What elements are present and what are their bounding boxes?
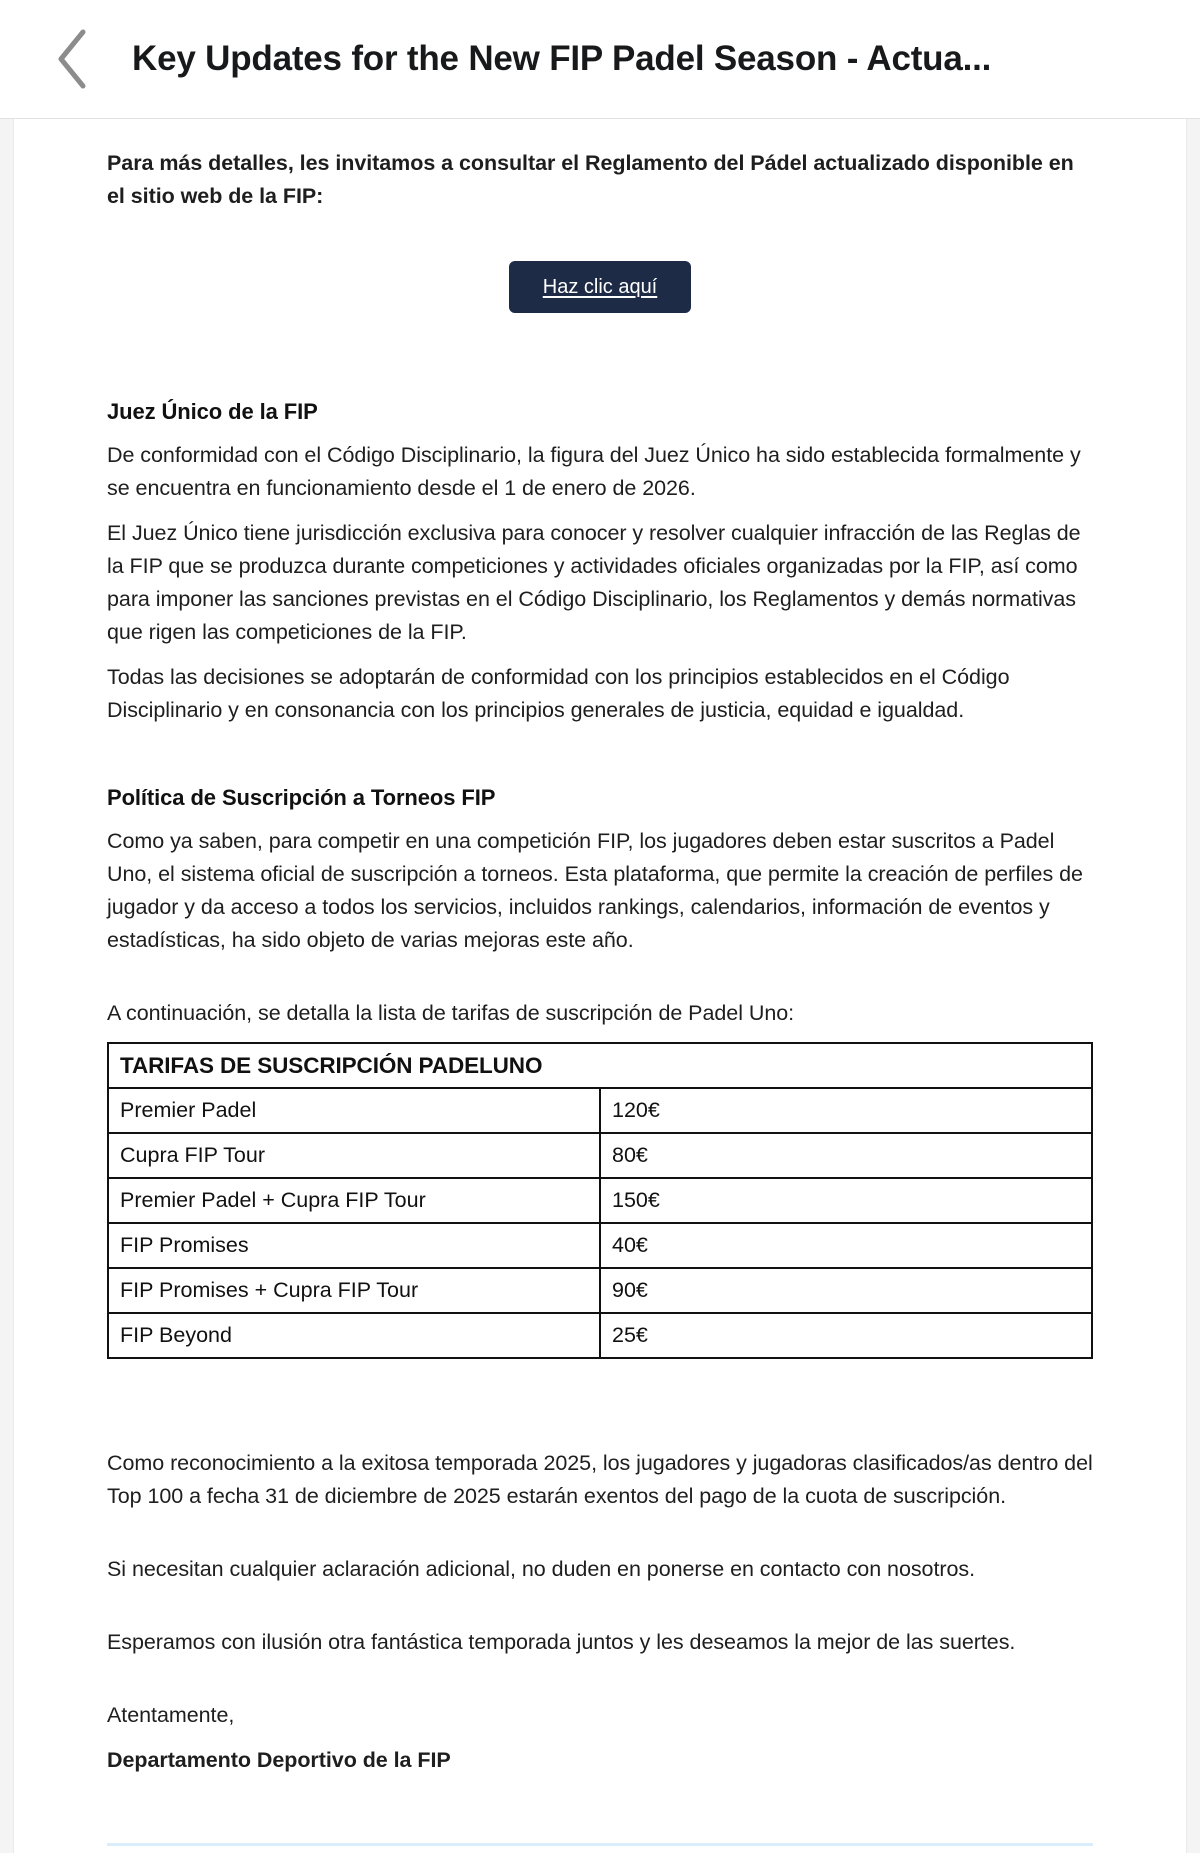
table-row (108, 1178, 1092, 1223)
table-cell-plan: Premier Padel (108, 1088, 600, 1133)
table-cell-price: 150€ (600, 1178, 1092, 1223)
message-sheet (14, 119, 1186, 1853)
subscription-fees-table (107, 1042, 1093, 1359)
section-heading-juez-unico: Juez Único de la FIP (107, 399, 318, 424)
paragraph-juez-unico-2: El Juez Único tiene jurisdicción exclusiva para conocer y resolver cualquier infracción de las Reglas de la FIP que se produzca durante competiciones y actividades oficiales organizadas por la FIP, así como para imponer las sanciones previstas en el Código Disciplinario, los Reglamentos y demás normativas que rigen las competiciones de la FIP. (107, 521, 1081, 644)
table-cell-plan: Cupra FIP Tour (108, 1133, 600, 1178)
table-row (108, 1223, 1092, 1268)
closing-paragraph-1: Como reconocimiento a la exitosa temporada 2025, los jugadores y jugadoras clasificados/as dentro del Top 100 a fecha 31 de diciembre de 2025 estarán exentos del pago de la cuota de suscripción. (107, 1451, 1093, 1508)
table-cell-plan: FIP Promises + Cupra FIP Tour (108, 1268, 600, 1313)
app-header (0, 0, 1200, 119)
vertical-scrollbar[interactable] (1191, 119, 1198, 1853)
page-title: Key Updates for the New FIP Padel Season - Actua... (132, 39, 992, 78)
signature-text: Departamento Deportivo de la FIP (107, 1748, 451, 1772)
message-scroll-area[interactable] (0, 119, 1200, 1853)
haz-clic-aqui-button[interactable] (509, 261, 692, 313)
table-title-cell: TARIFAS DE SUSCRIPCIÓN PADELUNO (108, 1043, 1092, 1088)
table-cell-plan: FIP Beyond (108, 1313, 600, 1358)
table-intro-text: A continuación, se detalla la lista de tarifas de suscripción de Padel Uno: (107, 1001, 795, 1025)
table-head (108, 1043, 1092, 1088)
closing-paragraph-2: Si necesitan cualquier aclaración adicional, no duden en ponerse en contacto con nosotros. (107, 1557, 976, 1581)
closing-paragraph-3: Esperamos con ilusión otra fantástica temporada juntos y les deseamos la mejor de las suertes. (107, 1630, 1016, 1654)
table-body (108, 1088, 1092, 1358)
table-row (108, 1313, 1092, 1358)
table-cell-plan: Premier Padel + Cupra FIP Tour (108, 1178, 600, 1223)
sign-off-text: Atentamente, (107, 1703, 235, 1727)
section-heading-politica-suscripcion: Política de Suscripción a Torneos FIP (107, 785, 496, 810)
table-row (108, 1268, 1092, 1313)
paragraph-juez-unico-1: De conformidad con el Código Disciplinario, la figura del Juez Único ha sido establecida formalmente y se encuentra en funcionamiento desde el 1 de enero de 2026. (107, 443, 1081, 500)
table-cell-plan: FIP Promises (108, 1223, 600, 1268)
chevron-left-icon (53, 28, 93, 90)
intro-paragraph: Para más detalles, les invitamos a consultar el Reglamento del Pádel actualizado disponible en el sitio web de la FIP: (107, 151, 1074, 208)
paragraph-juez-unico-3: Todas las decisiones se adoptarán de conformidad con los principios establecidos en el Código Disciplinario y en consonancia con los principios generales de justicia, equidad e igualdad. (107, 665, 1010, 722)
table-cell-price: 120€ (600, 1088, 1092, 1133)
back-button[interactable] (42, 24, 104, 94)
message-body (14, 119, 1186, 1777)
paragraph-politica-1: Como ya saben, para competir en una competición FIP, los jugadores deben estar suscritos a Padel Uno, el sistema oficial de suscripción a torneos. Esta plataforma, que permite la creación de perfiles de jugador y da acceso a todos los servicios, incluidos rankings, calendarios, información de eventos y estadísticas, ha sido objeto de varias mejoras este año. (107, 829, 1083, 952)
table-cell-price: 90€ (600, 1268, 1092, 1313)
table-cell-price: 25€ (600, 1313, 1092, 1358)
footer-divider (107, 1843, 1093, 1846)
table-row (108, 1088, 1092, 1133)
cta-label: Haz clic aquí (542, 276, 658, 298)
cta-container (107, 261, 1093, 313)
table-cell-price: 80€ (600, 1133, 1092, 1178)
table-row (108, 1133, 1092, 1178)
table-cell-price: 40€ (600, 1223, 1092, 1268)
table-title-row (108, 1043, 1092, 1088)
